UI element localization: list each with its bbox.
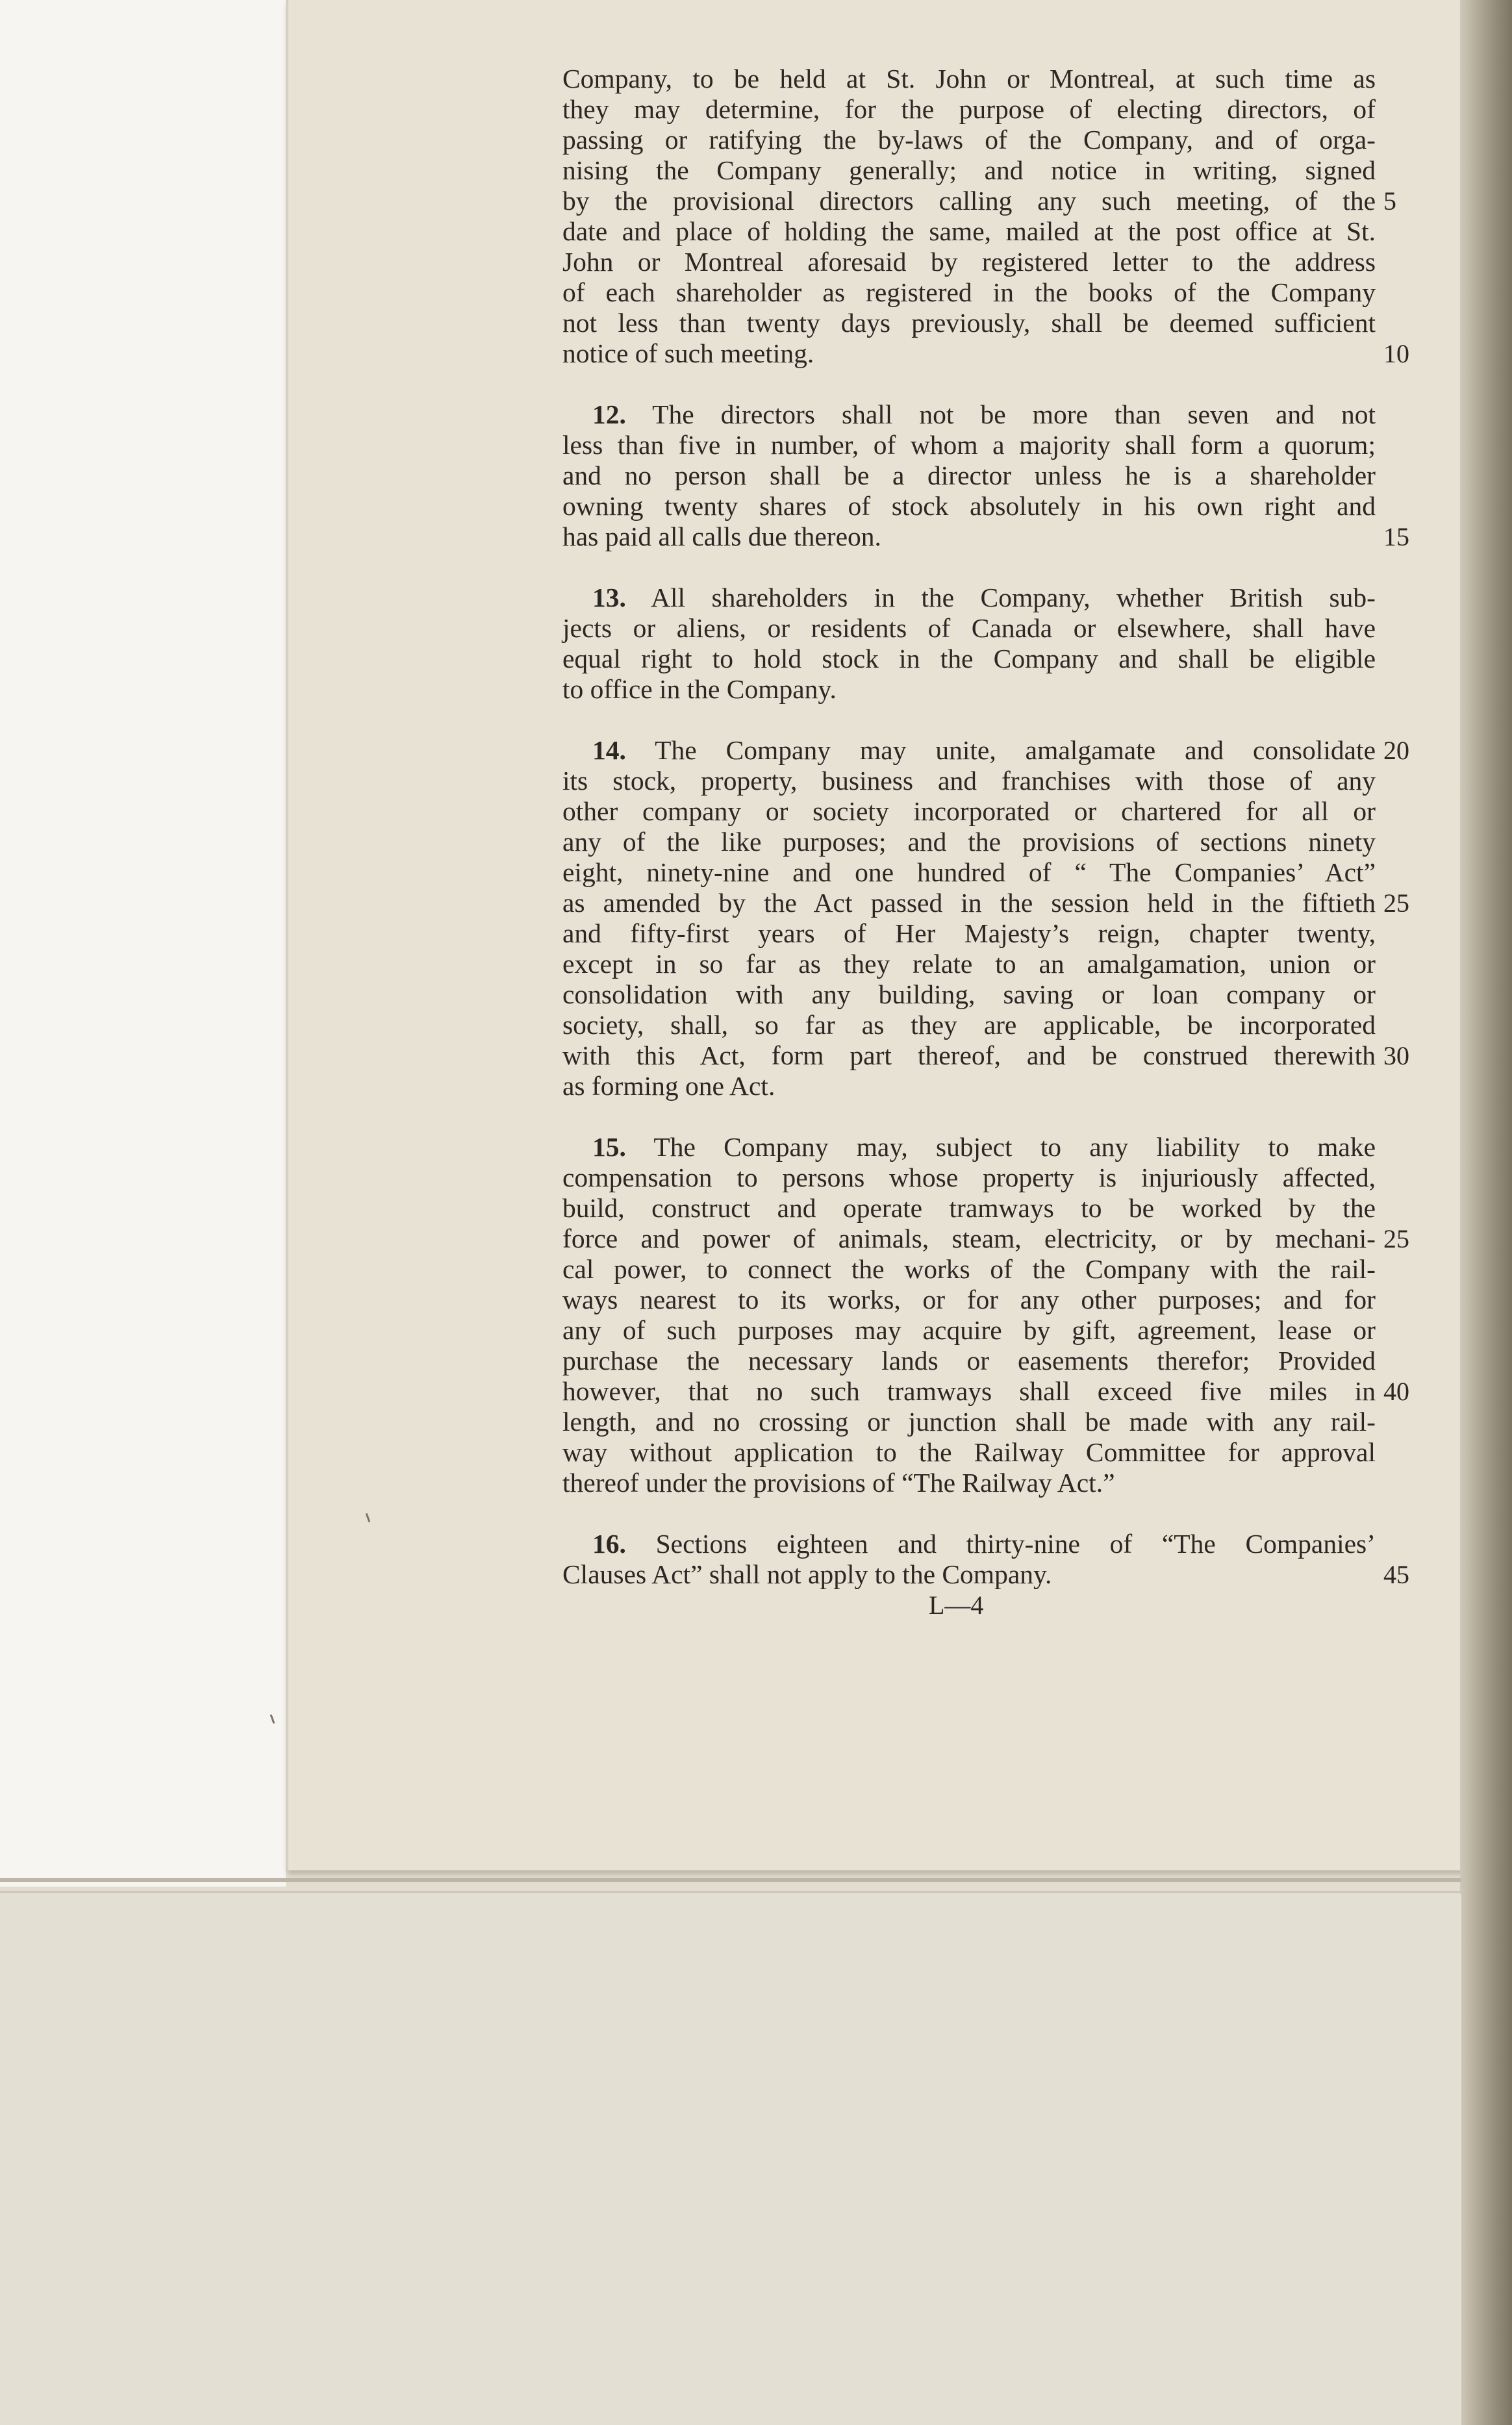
section-number: 15. xyxy=(592,1132,626,1162)
text-line: and fifty-first years of Her Majesty’s reign, chapter twenty, xyxy=(562,918,1376,948)
text-line: passing or ratifying the by-laws of the Company, and of orga- xyxy=(562,125,1376,155)
text-line: to office in the Company. xyxy=(562,674,837,704)
text-line: date and place of holding the same, mailed at the post office at St. xyxy=(562,216,1376,246)
text-line: as forming one Act. xyxy=(562,1071,775,1101)
text-line: owning twenty shares of stock absolutely in his own right and xyxy=(562,491,1376,521)
text-line-content: Sections eighteen and thirty-nine of “The Companies’ xyxy=(655,1529,1376,1559)
text-line xyxy=(562,735,1376,766)
text-line: build, construct and operate tramways to be worked by the xyxy=(562,1193,1376,1223)
text-line: purchase the necessary lands or easements therefor; Provided xyxy=(562,1346,1376,1376)
line-number: 45 xyxy=(1383,1560,1409,1589)
text-line-content: The directors shall not be more than seven and not xyxy=(652,399,1376,429)
document-body xyxy=(562,64,1376,1590)
text-line: except in so far as they relate to an amalgamation, union or xyxy=(562,949,1376,979)
text-line: has paid all calls due thereon. xyxy=(562,521,881,551)
section-13 xyxy=(562,583,1376,705)
text-line: not less than twenty days previously, shall be deemed sufficient xyxy=(562,308,1376,338)
text-line: any of such purposes may acquire by gift, agreement, lease or xyxy=(562,1315,1376,1345)
binding-edge xyxy=(1460,0,1512,2425)
section-16 xyxy=(562,1529,1376,1590)
text-line xyxy=(562,1132,1376,1162)
line-number: 20 xyxy=(1383,736,1409,765)
line-number: 30 xyxy=(1383,1041,1409,1070)
text-line-content: The Company may, subject to any liability to make xyxy=(653,1132,1376,1162)
section-12 xyxy=(562,399,1376,552)
text-line: however, that no such tramways shall exceed five miles in xyxy=(562,1376,1376,1406)
fold-line xyxy=(0,1891,1461,1893)
text-line: less than five in number, of whom a majority shall form a quorum; xyxy=(562,430,1376,460)
fold-line xyxy=(0,1878,1461,1882)
text-line: cal power, to connect the works of the Company with the rail- xyxy=(562,1254,1376,1284)
text-line: eight, ninety-nine and one hundred of “ The Companies’ Act” xyxy=(562,857,1376,887)
text-line: compensation to persons whose property is injuriously affected, xyxy=(562,1162,1376,1192)
backing-sheet xyxy=(0,0,286,1887)
text-line: John or Montreal aforesaid by registered letter to the address xyxy=(562,247,1376,277)
line-number: 15 xyxy=(1383,522,1409,551)
section-number: 14. xyxy=(592,735,626,765)
line-number: 40 xyxy=(1383,1377,1409,1406)
section-number: 12. xyxy=(592,399,626,429)
section-11-continuation xyxy=(562,64,1376,369)
line-number: 5 xyxy=(1383,186,1396,216)
text-line: its stock, property, business and franchises with those of any xyxy=(562,766,1376,796)
line-number: 25 xyxy=(1383,1224,1409,1253)
text-line: consolidation with any building, saving or loan company or xyxy=(562,979,1376,1009)
text-line: notice of such meeting. xyxy=(562,338,814,368)
text-line xyxy=(562,1529,1376,1559)
text-line: Company, to be held at St. John or Montreal, at such time as xyxy=(562,64,1376,94)
text-line: by the provisional directors calling any such meeting, of the xyxy=(562,186,1376,216)
text-line: jects or aliens, or residents of Canada or elsewhere, shall have xyxy=(562,613,1376,643)
text-line-content: All shareholders in the Company, whether British sub- xyxy=(651,583,1376,612)
section-number: 13. xyxy=(592,583,626,612)
text-line: with this Act, form part thereof, and be construed therewith xyxy=(562,1040,1376,1070)
text-line: way without application to the Railway Committee for approval xyxy=(562,1437,1376,1467)
text-line: of each shareholder as registered in the books of the Company xyxy=(562,277,1376,307)
text-line xyxy=(562,399,1376,430)
text-line: thereof under the provisions of “The Railway Act.” xyxy=(562,1468,1115,1498)
text-line: force and power of animals, steam, electricity, or by mechani- xyxy=(562,1224,1376,1253)
section-14 xyxy=(562,735,1376,1101)
section-15 xyxy=(562,1132,1376,1498)
section-number: 16. xyxy=(592,1529,626,1559)
text-line: and no person shall be a director unless he is a shareholder xyxy=(562,460,1376,490)
text-line: length, and no crossing or junction shall be made with any rail- xyxy=(562,1407,1376,1437)
line-number: 25 xyxy=(1383,888,1409,918)
text-line: any of the like purposes; and the provisions of sections ninety xyxy=(562,827,1376,857)
text-line: equal right to hold stock in the Company and shall be eligible xyxy=(562,644,1376,673)
text-line: Clauses Act” shall not apply to the Company. xyxy=(562,1559,1052,1589)
text-line: other company or society incorporated or chartered for all or xyxy=(562,796,1376,826)
page-footer: L—4 xyxy=(929,1590,984,1620)
text-line-content: The Company may unite, amalgamate and consolidate xyxy=(655,735,1376,765)
text-line: nising the Company generally; and notice in writing, signed xyxy=(562,155,1376,185)
text-line: as amended by the Act passed in the session held in the fiftieth xyxy=(562,888,1376,918)
text-line: ways nearest to its works, or for any other purposes; and for xyxy=(562,1285,1376,1314)
text-line: society, shall, so far as they are applicable, be incorporated xyxy=(562,1010,1376,1040)
text-line xyxy=(562,583,1376,613)
text-line: they may determine, for the purpose of electing directors, of xyxy=(562,94,1376,124)
lower-sheet xyxy=(0,1894,1461,2425)
line-number: 10 xyxy=(1383,339,1409,368)
